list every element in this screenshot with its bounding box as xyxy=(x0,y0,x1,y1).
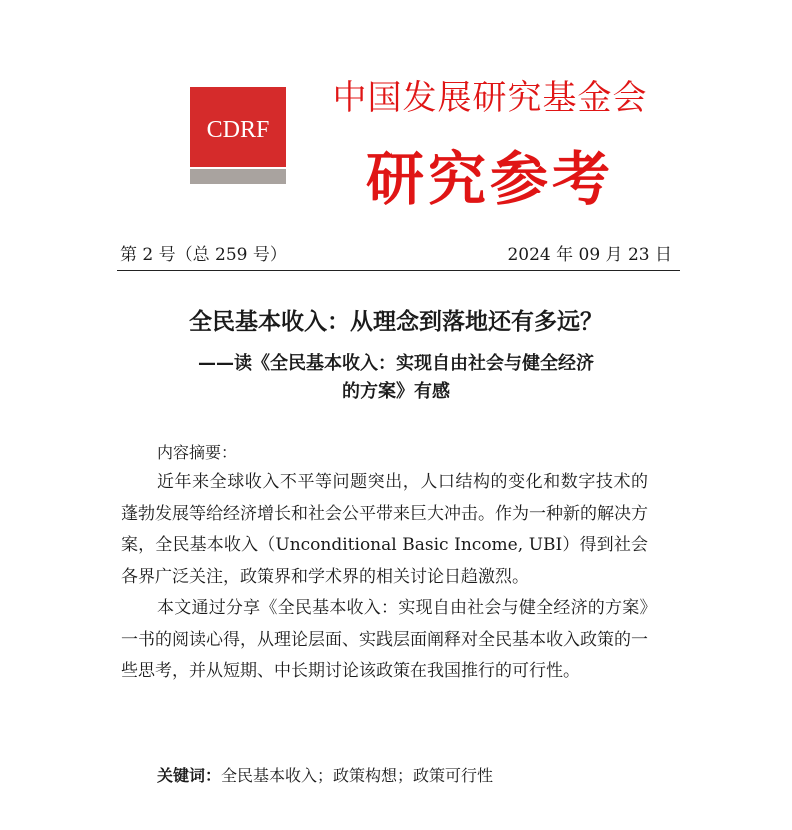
issue-date: 2024 年 09 月 23 日 xyxy=(507,245,672,265)
organization-name: 中国发展研究基金会 xyxy=(332,78,648,118)
logo-text: CDRF xyxy=(206,116,270,143)
abstract-paragraph-1: 近年来全球收入不平等问题突出，人口结构的变化和数字技术的蓬勃发展等给经济增长和社会公平带来巨大冲击。作为一种新的解决方案，全民基本收入（Unconditional Basic Income, UBI）得到社会各界广泛关注，政策界和学术界的相关讨论日趋激烈。 xyxy=(121,472,648,587)
header-divider xyxy=(117,270,680,271)
keywords-label: 关键词： xyxy=(157,766,222,785)
publication-name: 研究参考 xyxy=(365,145,614,213)
abstract-paragraph-2: 本文通过分享《全民基本收入：实现自由社会与健全经济的方案》一书的阅读心得，从理论层面、实践层面阐释对全民基本收入政策的一些思考，并从短期、中长期讨论该政策在我国推行的可行性。 xyxy=(121,598,648,681)
logo-red-block xyxy=(190,87,286,167)
article-title: 全民基本收入：从理念到落地还有多远？ xyxy=(189,309,603,335)
keywords xyxy=(157,763,493,786)
cdrf-logo xyxy=(190,87,286,184)
logo-grey-bar xyxy=(190,169,286,184)
article-subtitle-line1: ——读《全民基本收入：实现自由社会与健全经济 xyxy=(198,353,594,374)
article-subtitle-line2: 的方案》有感 xyxy=(342,381,450,402)
abstract-heading: 内容摘要： xyxy=(157,443,238,462)
issue-number: 第 2 号（总 259 号） xyxy=(120,245,287,265)
keywords-value: 全民基本收入；政策构想；政策可行性 xyxy=(221,766,494,785)
